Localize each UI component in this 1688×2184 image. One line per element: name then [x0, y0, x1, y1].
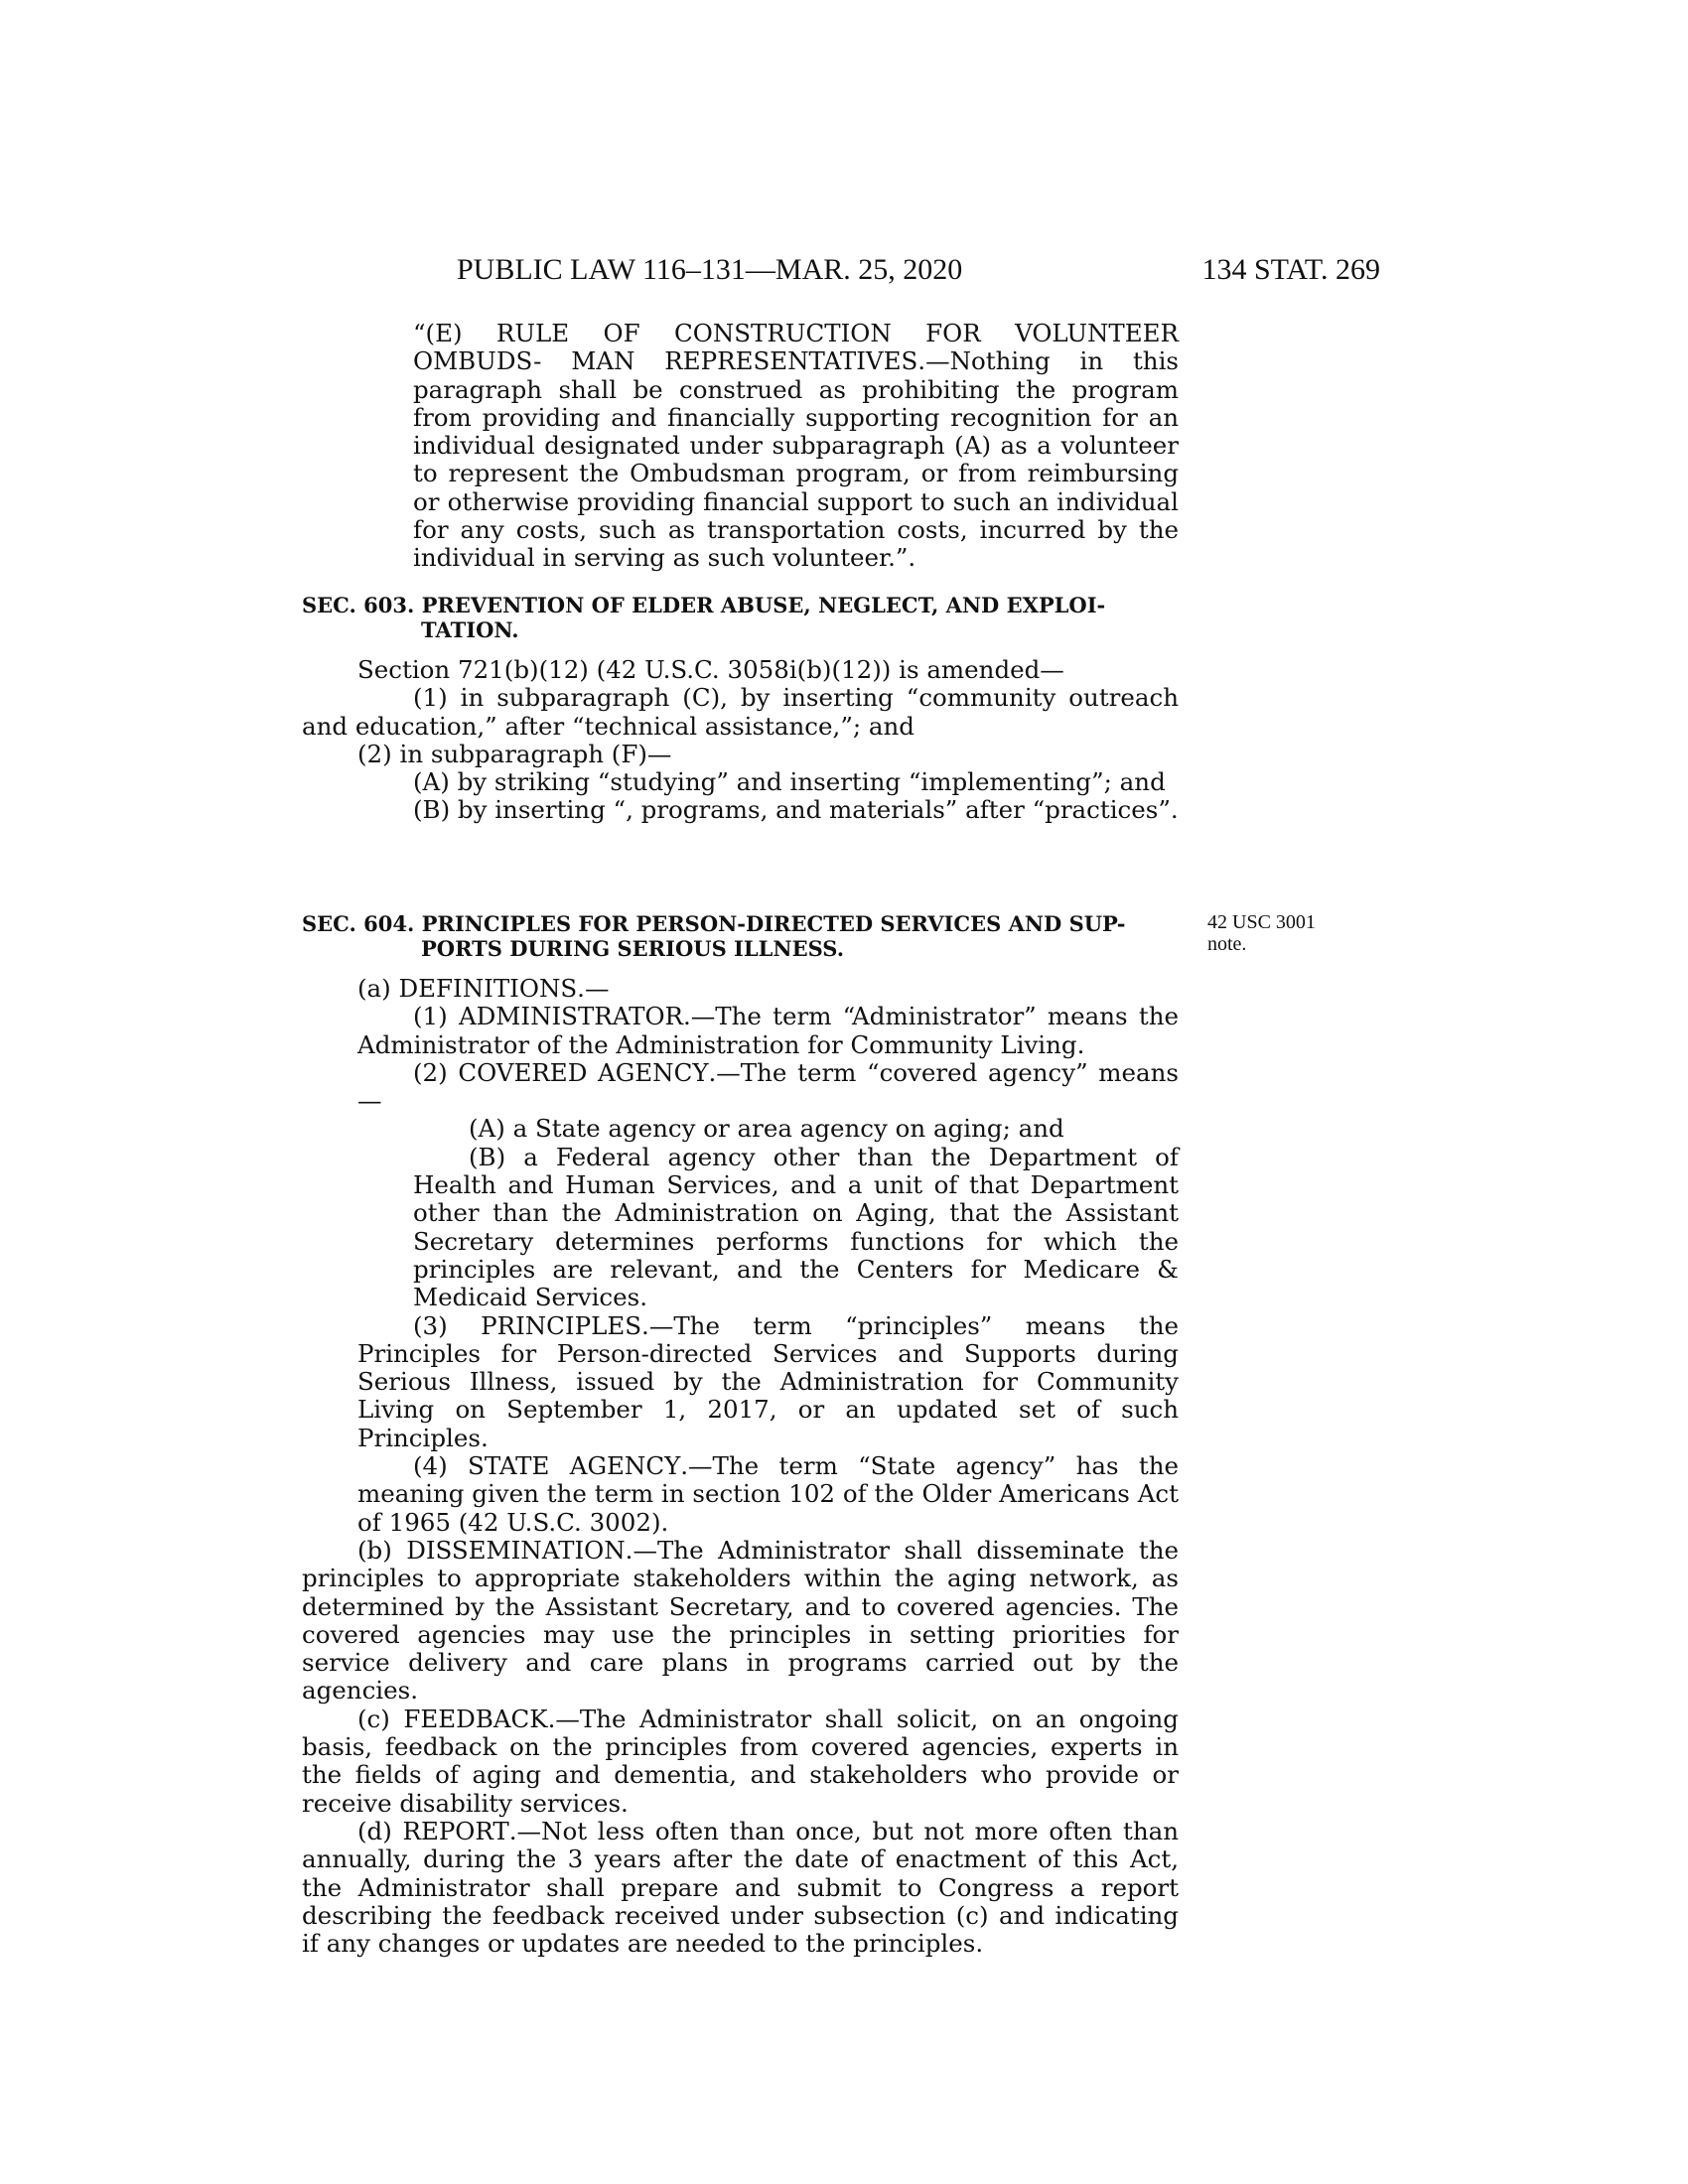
subsection-a: (a) DEFINITIONS.— — [357, 974, 610, 1003]
subsection-b-heading: ISSEMINATION — [425, 1535, 626, 1565]
section-604-heading-line1: SEC. 604. PRINCIPLES FOR PERSON-DIRECTED SERVICES AND SUP- — [302, 911, 1126, 936]
subsection-b: (b) DISSEMINATION.—The Administrator shall disseminate the principles to appropriate stakeholders within the aging network, as determined by the Assistant Secretary, and to covered agencies. The covered agencies may use the principles in setting priorities for service delivery and care plans in programs carried out by the agencies. — [302, 1535, 1179, 1706]
definition-1-heading: DMINISTRATOR — [476, 1002, 683, 1031]
definition-2-heading: OVERED AGENCY — [477, 1057, 709, 1087]
subsection-d: (d) REPORT.—Not less often than once, but not more often than annually, during the 3 years after the date of enactment of this Act, the Administrator shall prepare and submit to Congress a report describing the feedback received under subsection (c) and indicating if any changes or updates are needed to the principles. — [302, 1816, 1179, 1959]
definition-2: (2) COVERED AGENCY.—The term “covered agency” means— — [357, 1057, 1179, 1116]
section-604 — [302, 911, 1179, 1958]
section-603-heading — [302, 593, 1179, 642]
section-603-item1 — [302, 684, 1179, 741]
subsection-c: (c) FEEDBACK.—The Administrator shall solicit, on an ongoing basis, feedback on the principles from covered agencies, experts in the fields of aging and dementia, and stakeholders who provide or receive disability services. — [302, 1704, 1179, 1818]
definition-3: (3) PRINCIPLES.—The term “principles” means the Principles for Person-directed Services and Supports during Serious Illness, issued by the Administration for Community Living on September 1, 2017, or an updated set of such Principles. — [357, 1310, 1179, 1452]
definition-2b: (B) a Federal agency other than the Department of Health and Human Services, and a unit of that Department other than the Administration on Aging, that the Assistant Secretary determines performs functions for which the principles are relevant, and the Centers for Medicare & Medicaid Services. — [413, 1142, 1179, 1312]
margin-note-citation: 42 USC 3001 — [1207, 911, 1316, 933]
section-603-item2: (2) in subparagraph (F)— — [357, 739, 672, 768]
section-603-item2a: (A) by striking “studying” and inserting “implementing”; and — [413, 767, 1166, 797]
section-604-heading-line2: PORTS DURING SERIOUS ILLNESS. — [421, 936, 845, 961]
section-603-item2b: (B) by inserting “, programs, and materials” after “practices”. — [413, 795, 1179, 825]
para-e-heading: ULE OF CONSTRUCTION FOR VOLUNTEER OMBUDS- — [413, 319, 1179, 376]
definition-2a: (A) a State agency or area agency on aging; and — [469, 1114, 1064, 1144]
running-head: PUBLIC LAW 116–131—MAR. 25, 2020 — [457, 253, 963, 286]
subsection-d-heading: EPORT — [420, 1816, 509, 1845]
para-e-body: .—Nothing in this paragraph shall be construed as prohibiting the program from providing and financially supporting recognition for an individual designated under subparagraph (A) as a volunteer to represent the Ombudsman program, or from reimbursing or otherwise providing financial support to such an individual for any costs, such as transportation costs, incurred by the individual in serving as such volunteer.”. — [413, 346, 1179, 573]
paragraph-e — [302, 320, 1179, 573]
paragraph-e-text — [302, 320, 1179, 573]
section-604-heading — [302, 911, 1179, 961]
section-603-heading-line2: TATION. — [421, 617, 519, 642]
para-e-lead: “(E) R — [413, 319, 515, 347]
subsection-c-heading: EEDBACK — [420, 1704, 548, 1733]
definition-4-heading: TATE AGENCY — [484, 1451, 681, 1481]
page-header — [457, 250, 1380, 290]
para-e-heading-2: MAN REPRESENTATIVES — [571, 346, 918, 376]
stat-page-number: 134 STAT. 269 — [1201, 253, 1380, 286]
section-603-item1-text: (1) in subparagraph (C), by inserting “community outreach and education,” after “technical assistance,”; and — [302, 683, 1179, 741]
definition-3-heading: RINCIPLES — [496, 1310, 642, 1340]
section-603-heading-line1: SEC. 603. PREVENTION OF ELDER ABUSE, NEGLECT, AND EXPLOI- — [302, 593, 1106, 617]
margin-note-note: note. — [1207, 933, 1247, 955]
section-603-intro: Section 721(b)(12) (42 U.S.C. 3058i(b)(12)) is amended— — [357, 655, 1064, 684]
margin-note — [1207, 911, 1327, 955]
definition-4: (4) STATE AGENCY.—The term “State agency” has the meaning given the term in section 102 of the Older Americans Act of 1965 (42 U.S.C. 3002). — [357, 1451, 1180, 1537]
subsection-a-heading: EFINITIONS — [418, 974, 578, 1003]
section-603 — [302, 593, 1179, 825]
definition-1: (1) ADMINISTRATOR.—The term “Administrator” means the Administrator of the Administration for Community Living. — [357, 1002, 1180, 1059]
